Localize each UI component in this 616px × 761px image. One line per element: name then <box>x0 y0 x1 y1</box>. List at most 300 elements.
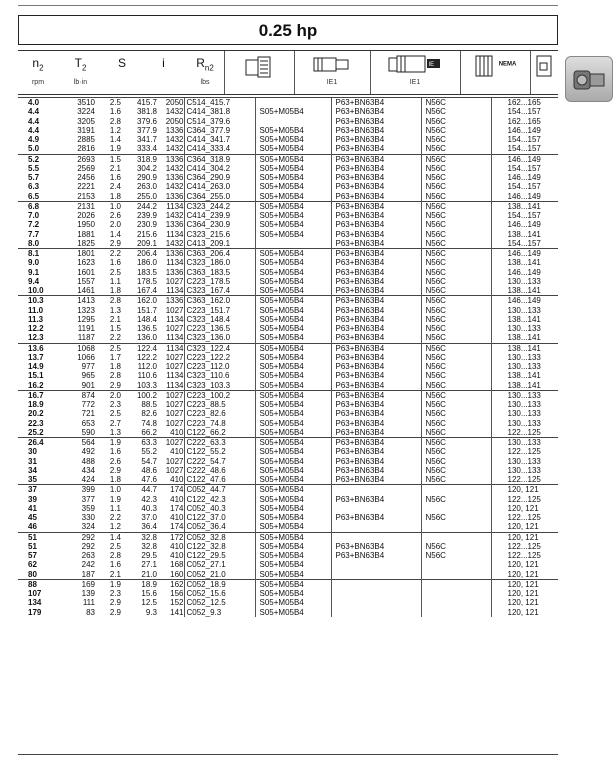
cell-t2: 3224 <box>77 107 95 117</box>
cell-rn2: 1027 <box>165 352 184 362</box>
cell-s: 2.1 <box>109 163 121 173</box>
cell-m1: S05+M05B4 <box>255 306 331 315</box>
cell-s: 2.0 <box>95 390 121 400</box>
cell-nema: N56C <box>421 475 491 485</box>
cell-code: C223_88.5 <box>184 400 255 409</box>
cell-p: 138...141 <box>491 315 558 324</box>
cell-m2: P63+BN63B4 <box>331 306 421 315</box>
cell-code: C122_55.2 <box>184 447 255 456</box>
cell-code: C052_32.8 <box>184 532 255 542</box>
cell-nema: N56C <box>421 513 491 522</box>
cell-s: 1.8 <box>109 191 121 201</box>
cell-n2: 4.4 <box>28 125 40 135</box>
cell-s: 1.6 <box>109 173 121 183</box>
header-t2: $T_2$ lb·in <box>73 56 88 87</box>
cell-m1: S05+M05B4 <box>255 400 331 409</box>
table-row <box>18 192 558 202</box>
cell-s: 2.2 <box>109 333 121 343</box>
cell-p: 130...133 <box>491 324 558 333</box>
cell-rn2: 1432 <box>165 211 184 221</box>
cell-t2: 434 <box>81 465 95 475</box>
cell-s: 2.2 <box>109 513 121 523</box>
cell-nema <box>421 579 491 589</box>
cell-m1: S05+M05B4 <box>255 438 331 448</box>
cell-t2: 1801 <box>58 249 95 259</box>
cell-n2: 11.0 <box>28 305 44 315</box>
cell-nema <box>421 532 491 542</box>
cell-m1: S05+M05B4 <box>255 144 331 154</box>
cell-m2 <box>331 522 421 532</box>
cell-m2 <box>331 560 421 569</box>
cell-code: C052_15.6 <box>184 589 255 598</box>
table-row <box>18 268 558 277</box>
cell-rn2: 1336 <box>157 249 184 259</box>
cell-m2: P63+BN63B4 <box>331 466 421 475</box>
cell-m1: S05+M05B4 <box>255 598 331 607</box>
cell-s: 2.8 <box>109 116 121 126</box>
cell-p: 154...157 <box>491 164 558 173</box>
table-row <box>18 333 558 343</box>
cell-p: 138...141 <box>491 286 558 296</box>
header-divider <box>224 51 225 94</box>
cell-rn2: 2050 <box>157 98 184 108</box>
cell-i: 42.3 <box>141 494 157 504</box>
cell-n2: 41 <box>28 503 37 513</box>
cell-s: 1.9 <box>95 438 121 448</box>
cell-m1: S05+M05B4 <box>255 608 331 617</box>
cell-i: 263.0 <box>136 182 157 192</box>
table-row <box>18 277 558 286</box>
cell-i: 112.0 <box>137 362 157 372</box>
cell-nema <box>421 504 491 513</box>
cell-n2: 134 <box>28 598 42 608</box>
table-row <box>18 343 558 353</box>
cell-i: 12.5 <box>141 598 157 608</box>
cell-m1: S05+M05B4 <box>255 560 331 569</box>
cell-s: 2.8 <box>109 371 121 381</box>
header-top-rule <box>18 50 558 51</box>
page-title: 0.25 hp <box>18 15 558 45</box>
header-page <box>530 51 558 80</box>
cell-i: 377.9 <box>136 125 157 135</box>
cell-code: C364_255.0 <box>184 192 255 202</box>
cell-rn2: 1027 <box>165 400 184 410</box>
cell-nema: N56C <box>421 390 491 400</box>
cell-m1: S05+M05B4 <box>255 258 331 267</box>
cell-n2: 4.9 <box>28 135 40 145</box>
cell-rn2: 174 <box>170 503 184 513</box>
cell-t2: 1191 <box>77 324 95 334</box>
cell-s: 1.9 <box>109 494 121 504</box>
cell-code: C052_18.9 <box>184 579 255 589</box>
cell-p: 130...133 <box>491 438 558 448</box>
cell-rn2: 1432 <box>165 163 184 173</box>
cell-p: 130...133 <box>491 419 558 428</box>
cell-t2: 1623 <box>77 258 95 268</box>
cell-nema: N56C <box>421 154 491 164</box>
cell-p: 130...133 <box>491 353 558 362</box>
cell-s: 2.6 <box>109 456 121 466</box>
cell-p: 122...125 <box>491 447 558 456</box>
cell-t2: 1068 <box>58 343 95 353</box>
cell-m2 <box>331 598 421 607</box>
cell-i: 255.0 <box>136 191 157 201</box>
cell-s: 2.7 <box>109 418 121 428</box>
cell-n2: 10.0 <box>28 286 44 296</box>
cell-m1: S05+M05B4 <box>255 495 331 504</box>
cell-n2: 22.3 <box>28 418 44 428</box>
cell-rn2: 1432 <box>165 135 184 145</box>
cell-rn2: 1027 <box>165 276 184 286</box>
cell-n2: 31 <box>28 456 37 466</box>
cell-rn2: 410 <box>170 513 184 523</box>
table-row <box>18 211 558 220</box>
cell-m2 <box>331 608 421 617</box>
cell-m2: P63+BN63B4 <box>331 277 421 286</box>
table-row <box>18 428 558 438</box>
cell-m1: S05+M05B4 <box>255 504 331 513</box>
cell-m1: S05+M05B4 <box>255 409 331 418</box>
cell-rn2: 1336 <box>165 267 184 277</box>
cell-code: C323_136.0 <box>184 333 255 343</box>
cell-rn2: 410 <box>170 551 184 561</box>
cell-i: 82.6 <box>141 409 157 419</box>
cell-s: 1.9 <box>109 144 121 154</box>
table-row <box>18 466 558 475</box>
cell-t2: 1601 <box>77 267 95 277</box>
cell-s: 2.9 <box>109 465 121 475</box>
cell-nema: N56C <box>421 230 491 239</box>
cell-m2: P63+BN63B4 <box>331 239 421 249</box>
cell-i: 18.9 <box>121 579 157 589</box>
cell-i: 136.0 <box>136 333 157 343</box>
cell-m2: P63+BN63B4 <box>331 475 421 485</box>
cell-t2: 492 <box>81 447 95 457</box>
cell-i: 318.9 <box>121 154 157 164</box>
cell-m1 <box>255 239 331 249</box>
cell-code: C364_230.9 <box>184 220 255 229</box>
bottom-rule <box>18 754 558 755</box>
table-row <box>18 258 558 267</box>
cell-rn2: 152 <box>170 598 184 608</box>
cell-m2: P63+BN63B4 <box>331 268 421 277</box>
cell-m1: S05+M05B4 <box>255 362 331 371</box>
header-divider <box>294 51 295 94</box>
cell-n2: 51 <box>28 541 37 551</box>
cell-code: C414_239.9 <box>184 211 255 220</box>
cell-code: C222_48.6 <box>184 466 255 475</box>
cell-m2: P63+BN63B4 <box>331 230 421 239</box>
cell-rn2: 1027 <box>165 418 184 428</box>
cell-s: 2.1 <box>109 569 121 579</box>
cell-t2: 1950 <box>77 220 95 230</box>
header-divider <box>530 51 531 94</box>
cell-rn2: 1336 <box>157 296 184 306</box>
cell-t2: 772 <box>81 400 95 410</box>
table-row <box>18 475 558 485</box>
cell-m2: P63+BN63B4 <box>331 513 421 522</box>
cell-i: 244.2 <box>121 201 157 211</box>
cell-s: 2.3 <box>109 589 121 599</box>
cell-nema: N56C <box>421 211 491 220</box>
gearmotor-thumbnail-icon <box>573 66 607 94</box>
cell-i: 333.4 <box>136 144 157 154</box>
cell-t2: 139 <box>81 589 95 599</box>
cell-code: C223_122.2 <box>184 353 255 362</box>
cell-code: C323_103.3 <box>184 381 255 391</box>
cell-code: C414_333.4 <box>184 144 255 154</box>
cell-nema: N56C <box>421 201 491 211</box>
cell-code: C413_209.1 <box>184 239 255 249</box>
cell-m2: P63+BN63B4 <box>331 286 421 296</box>
cell-t2: 3191 <box>77 125 95 135</box>
cell-rn2: 1336 <box>165 125 184 135</box>
table-row <box>18 239 558 249</box>
header-divider <box>460 51 461 94</box>
cell-m1: S05+M05B4 <box>255 211 331 220</box>
cell-n2: 88 <box>18 579 58 589</box>
cell-m1: S05+M05B4 <box>255 353 331 362</box>
cell-code: C364_377.9 <box>184 126 255 135</box>
cell-t2: 1413 <box>58 296 95 306</box>
cell-m1: S05+M05B4 <box>255 343 331 353</box>
cell-rn2: 1432 <box>165 182 184 192</box>
cell-t2: 1066 <box>77 352 95 362</box>
table-row <box>18 485 558 495</box>
cell-p: 120, 121 <box>491 570 558 580</box>
cell-i: 88.5 <box>141 400 157 410</box>
cell-n2: 4.4 <box>28 107 40 117</box>
cell-m2: P63+BN63B4 <box>331 438 421 448</box>
cell-m2 <box>331 504 421 513</box>
cell-s: 2.5 <box>109 409 121 419</box>
cell-m1: S05+M05B4 <box>255 277 331 286</box>
table-row <box>18 532 558 542</box>
table-header <box>18 51 558 89</box>
cell-nema: N56C <box>421 409 491 418</box>
cell-nema: N56C <box>421 182 491 191</box>
cell-code: C363_206.4 <box>184 249 255 259</box>
table-row <box>18 371 558 380</box>
cell-i: 15.6 <box>141 589 157 599</box>
cell-m2: P63+BN63B4 <box>331 182 421 191</box>
cell-m1: S05+M05B4 <box>255 315 331 324</box>
cell-nema: N56C <box>421 466 491 475</box>
cell-rn2: 172 <box>157 532 184 542</box>
cell-n2: 45 <box>28 513 37 523</box>
table-row <box>18 438 558 448</box>
header-ie1-adapter: IE IE1 <box>370 51 460 86</box>
cell-p: 130...133 <box>491 362 558 371</box>
cell-m2: P63+BN63B4 <box>331 371 421 380</box>
cell-s: 1.0 <box>95 485 121 495</box>
cell-s: 1.8 <box>109 362 121 372</box>
nema-flange-icon <box>474 54 496 78</box>
cell-i: 32.8 <box>121 532 157 542</box>
cell-code: C323_110.6 <box>184 371 255 380</box>
cell-code: C052_36.4 <box>184 522 255 532</box>
cell-s: 2.4 <box>109 182 121 192</box>
cell-m2 <box>331 579 421 589</box>
cell-m2: P63+BN63B4 <box>331 381 421 391</box>
cell-p: 146...149 <box>491 126 558 135</box>
cell-nema: N56C <box>421 296 491 306</box>
cell-code: C414_304.2 <box>184 164 255 173</box>
cell-nema: N56C <box>421 371 491 380</box>
cell-nema: N56C <box>421 306 491 315</box>
cell-m1: S05+M05B4 <box>255 542 331 551</box>
cell-i: 186.0 <box>136 258 157 268</box>
table-row <box>18 457 558 466</box>
cell-code: C223_100.2 <box>184 390 255 400</box>
table-row <box>18 362 558 371</box>
cell-m1: S05+M05B4 <box>255 135 331 144</box>
cell-s: 2.9 <box>109 598 121 608</box>
cell-nema <box>421 608 491 617</box>
cell-code: C323_148.4 <box>184 315 255 324</box>
table-row <box>18 230 558 239</box>
cell-p: 146...149 <box>491 296 558 306</box>
cell-p: 130...133 <box>491 390 558 400</box>
cell-t2: 330 <box>81 513 95 523</box>
cell-code: C223_112.0 <box>184 362 255 371</box>
cell-p: 130...133 <box>491 409 558 418</box>
gearmotor-thumbnail <box>565 56 613 102</box>
compact-motor-icon <box>312 54 352 74</box>
cell-m2: P63+BN63B4 <box>331 333 421 343</box>
cell-nema: N56C <box>421 324 491 333</box>
cell-t2: 263 <box>81 551 95 561</box>
cell-p: 130...133 <box>491 457 558 466</box>
cell-p: 138...141 <box>491 381 558 391</box>
cell-m2: P63+BN63B4 <box>331 249 421 259</box>
cell-nema: N56C <box>421 343 491 353</box>
cell-i: 209.1 <box>136 238 157 248</box>
table-row <box>18 447 558 456</box>
cell-n2: 25.2 <box>28 427 44 437</box>
cell-code: C414_381.8 <box>184 107 255 116</box>
cell-m1: S05+M05B4 <box>255 466 331 475</box>
cell-m2: P63+BN63B4 <box>331 135 421 144</box>
cell-m2: P63+BN63B4 <box>331 447 421 456</box>
cell-m2: P63+BN63B4 <box>331 362 421 371</box>
cell-t2: 1557 <box>77 276 95 286</box>
cell-s: 1.8 <box>109 475 121 485</box>
cell-m1: S05+M05B4 <box>255 579 331 589</box>
header-gearbox <box>224 51 294 82</box>
cell-rn2: 1134 <box>166 371 184 381</box>
cell-m1: S05+M05B4 <box>255 371 331 380</box>
cell-code: C052_44.7 <box>184 485 255 495</box>
cell-rn2: 1336 <box>165 173 184 183</box>
cell-t2: 83 <box>86 607 95 617</box>
cell-nema: N56C <box>421 192 491 202</box>
cell-rn2: 1336 <box>157 154 184 164</box>
cell-s: 1.2 <box>109 522 121 532</box>
cell-s: 2.9 <box>109 380 121 390</box>
cell-n2: 6.5 <box>28 191 40 201</box>
cell-i: 136.5 <box>136 324 157 334</box>
cell-rn2: 1027 <box>165 305 184 315</box>
cell-i: 32.8 <box>141 541 157 551</box>
cell-t2: 2456 <box>77 173 95 183</box>
cell-m1: S05+M05B4 <box>255 324 331 333</box>
table-row <box>18 400 558 409</box>
cell-t2: 1187 <box>77 333 95 343</box>
cell-i: 48.6 <box>141 465 157 475</box>
cell-t2: 292 <box>81 541 95 551</box>
cell-i: 415.7 <box>121 98 157 108</box>
cell-p: 138...141 <box>491 333 558 343</box>
cell-nema: N56C <box>421 220 491 229</box>
cell-p: 122...125 <box>491 495 558 504</box>
cell-t2: 2153 <box>77 191 95 201</box>
cell-m1: S05+M05B4 <box>255 381 331 391</box>
cell-n2: 57 <box>28 551 37 561</box>
cell-m1: S05+M05B4 <box>255 249 331 259</box>
header-rn2: $R_{n2}$ lbs <box>196 56 214 87</box>
table-row <box>18 107 558 116</box>
cell-i: 206.4 <box>121 249 157 259</box>
cell-nema <box>421 522 491 532</box>
cell-i: 47.6 <box>141 475 157 485</box>
cell-n2: 13.6 <box>18 343 58 353</box>
cell-nema: N56C <box>421 438 491 448</box>
header-i: i <box>162 56 165 70</box>
cell-code: C223_82.6 <box>184 409 255 418</box>
cell-rn2: 410 <box>170 494 184 504</box>
table-row <box>18 324 558 333</box>
cell-p: 120, 121 <box>491 560 558 569</box>
cell-p: 130...133 <box>491 277 558 286</box>
cell-m1: S05+M05B4 <box>255 126 331 135</box>
cell-p: 138...141 <box>491 343 558 353</box>
table-row <box>18 560 558 569</box>
cell-s: 2.5 <box>95 98 121 108</box>
cell-code: C223_136.5 <box>184 324 255 333</box>
cell-i: 9.3 <box>145 607 157 617</box>
cell-m2: P63+BN63B4 <box>331 98 421 108</box>
cell-code: C223_74.8 <box>184 419 255 428</box>
cell-p: 120, 121 <box>491 532 558 542</box>
cell-m1: S05+M05B4 <box>255 447 331 456</box>
cell-rn2: 1336 <box>165 220 184 230</box>
cell-rn2: 1027 <box>157 438 184 448</box>
cell-t2: 111 <box>82 598 95 608</box>
cell-n2: 26.4 <box>18 438 58 448</box>
adapter-motor-icon <box>387 54 443 74</box>
cell-n2: 5.0 <box>28 144 40 154</box>
cell-rn2: 1134 <box>166 380 184 390</box>
cell-t2: 653 <box>81 418 95 428</box>
cell-m1: S05+M05B4 <box>255 589 331 598</box>
cell-m2 <box>331 532 421 542</box>
header-divider <box>370 51 371 94</box>
table-row <box>18 598 558 607</box>
cell-n2: 30 <box>28 447 37 457</box>
cell-p: 146...149 <box>491 173 558 182</box>
cell-n2: 7.2 <box>28 220 40 230</box>
cell-t2: 424 <box>81 475 95 485</box>
cell-rn2: 1134 <box>166 314 184 324</box>
cell-code: C364_318.9 <box>184 154 255 164</box>
cell-t2: 359 <box>81 503 95 513</box>
header-ie1-compact: IE1 <box>294 51 370 86</box>
cell-s: 1.3 <box>109 427 121 437</box>
cell-n2: 6.8 <box>18 201 58 211</box>
cell-i: 54.7 <box>141 456 157 466</box>
cell-s: 1.9 <box>95 579 121 589</box>
